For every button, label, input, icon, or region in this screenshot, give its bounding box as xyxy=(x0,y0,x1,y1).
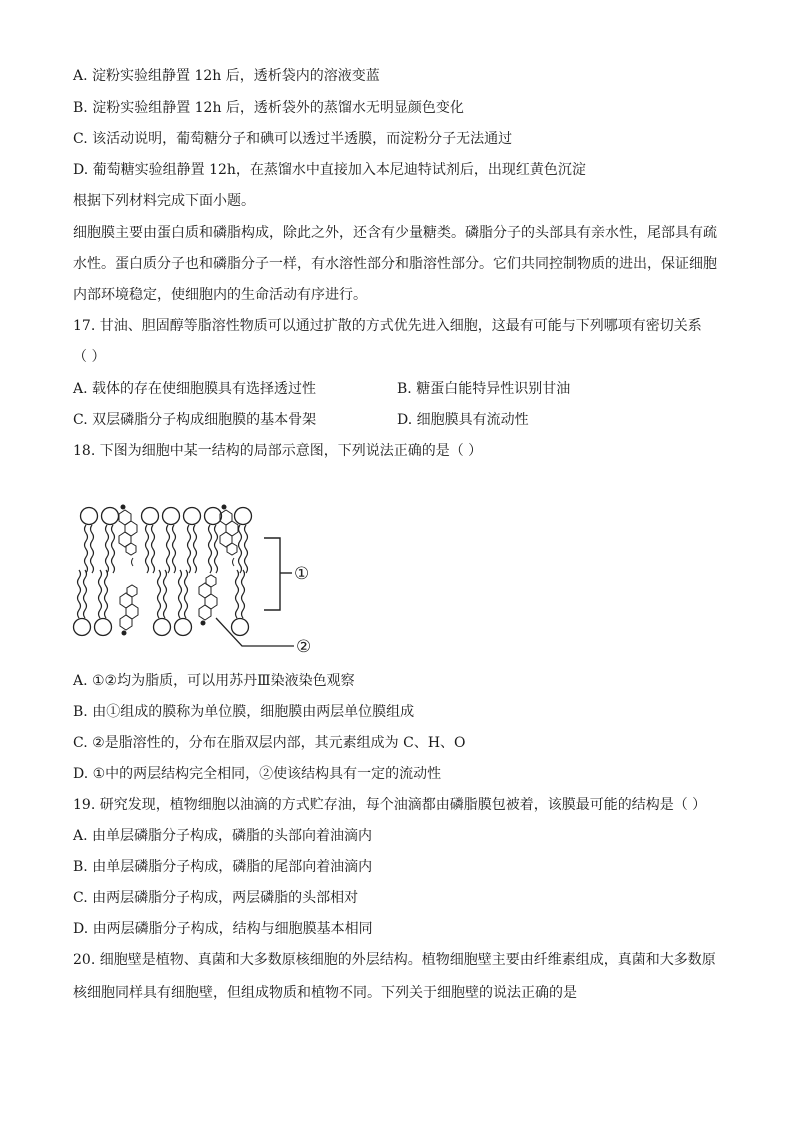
phospholipid-bottom-1 xyxy=(74,570,91,636)
phospholipid-bottom-4 xyxy=(175,570,192,636)
q17-option-a: A. 载体的存在使细胞膜具有选择透过性 xyxy=(73,381,317,397)
cholesterol-leader-line xyxy=(216,618,294,646)
phospholipid-top-4 xyxy=(163,508,180,574)
q17-stem: 17. 甘油、胆固醇等脂溶性物质可以通过扩散的方式优先进入细胞，这最有可能与下列哪项有密切关系 xyxy=(73,318,702,334)
phospholipid-top-3 xyxy=(142,508,159,574)
cholesterol-bottom-2 xyxy=(199,575,217,626)
q19-stem: 19. 研究发现，植物细胞以油滴的方式贮存油，每个油滴都由磷脂膜包被着，该膜最可能的结构是（ ） xyxy=(73,797,707,813)
q19-option-c: C. 由两层磷脂分子构成，两层磷脂的头部相对 xyxy=(73,890,359,906)
material-line-3: 内部环境稳定，使细胞内的生命活动有序进行。 xyxy=(73,287,367,303)
material-line-2: 水性。蛋白质分子也和磷脂分子一样，有水溶性部分和脂溶性部分。它们共同控制物质的进出，保证细胞 xyxy=(73,256,717,272)
q19-option-b: B. 由单层磷脂分子构成，磷脂的尾部向着油滴内 xyxy=(73,859,373,875)
q18-option-c: C. ②是脂溶性的，分布在脂双层内部，其元素组成为 C、H、O xyxy=(73,735,466,751)
q17-option-d: D. 细胞膜具有流动性 xyxy=(397,412,529,428)
q16-option-d: D. 葡萄糖实验组静置 12h，在蒸馏水中直接加入本尼迪特试剂后，出现红黄色沉淀 xyxy=(73,162,586,178)
q18-option-d: D. ①中的两层结构完全相同，②使该结构具有一定的流动性 xyxy=(73,766,442,782)
phospholipid-top-1 xyxy=(81,508,98,574)
q16-option-b: B. 淀粉实验组静置 12h 后，透析袋外的蒸馏水无明显颜色变化 xyxy=(73,100,464,116)
material-intro: 根据下列材料完成下面小题。 xyxy=(73,193,255,209)
q19-option-a: A. 由单层磷脂分子构成，磷脂的头部向着油滴内 xyxy=(73,828,373,844)
phospholipid-top-6 xyxy=(205,508,222,574)
label-1: ① xyxy=(294,564,310,584)
q19-option-d: D. 由两层磷脂分子构成，结构与细胞膜基本相同 xyxy=(73,921,373,937)
cholesterol-bottom-1 xyxy=(120,585,138,636)
q17-option-b: B. 糖蛋白能特异性识别甘油 xyxy=(397,381,571,397)
q18-option-b: B. 由①组成的膜称为单位膜，细胞膜由两层单位膜组成 xyxy=(73,704,415,720)
bilayer-bracket xyxy=(264,538,280,610)
phospholipid-bottom-2 xyxy=(95,570,112,636)
material-line-1: 细胞膜主要由蛋白质和磷脂构成，除此之外，还含有少量糖类。磷脂分子的头部具有亲水性，尾部具有疏 xyxy=(73,225,717,241)
q16-option-c: C. 该活动说明，葡萄糖分子和碘可以透过半透膜，而淀粉分子无法通过 xyxy=(73,131,513,147)
label-2: ② xyxy=(296,637,312,657)
q18-stem: 18. 下图为细胞中某一结构的局部示意图，下列说法正确的是（ ） xyxy=(73,443,483,459)
q17-option-c: C. 双层磷脂分子构成细胞膜的基本骨架 xyxy=(73,412,317,428)
cholesterol-top-1 xyxy=(119,505,137,567)
phospholipid-top-7 xyxy=(235,508,252,574)
membrane-diagram xyxy=(70,500,330,660)
phospholipid-bottom-5 xyxy=(232,570,249,636)
phospholipid-top-5 xyxy=(184,508,201,574)
q18-option-a: A. ①②均为脂质，可以用苏丹Ⅲ染液染色观察 xyxy=(73,673,355,689)
q20-line-2: 核细胞同样具有细胞壁，但组成物质和植物不同。下列关于细胞壁的说法正确的是 xyxy=(73,985,577,1001)
q17-bracket: （ ） xyxy=(73,349,106,365)
phospholipid-bottom-3 xyxy=(154,570,171,636)
q20-line-1: 20. 细胞壁是植物、真菌和大多数原核细胞的外层结构。植物细胞壁主要由纤维素组成，真菌和大多数原 xyxy=(73,952,716,968)
q16-option-a: A. 淀粉实验组静置 12h 后，透析袋内的溶液变蓝 xyxy=(73,68,380,84)
phospholipid-top-2 xyxy=(102,508,119,574)
material-passage xyxy=(73,218,723,311)
